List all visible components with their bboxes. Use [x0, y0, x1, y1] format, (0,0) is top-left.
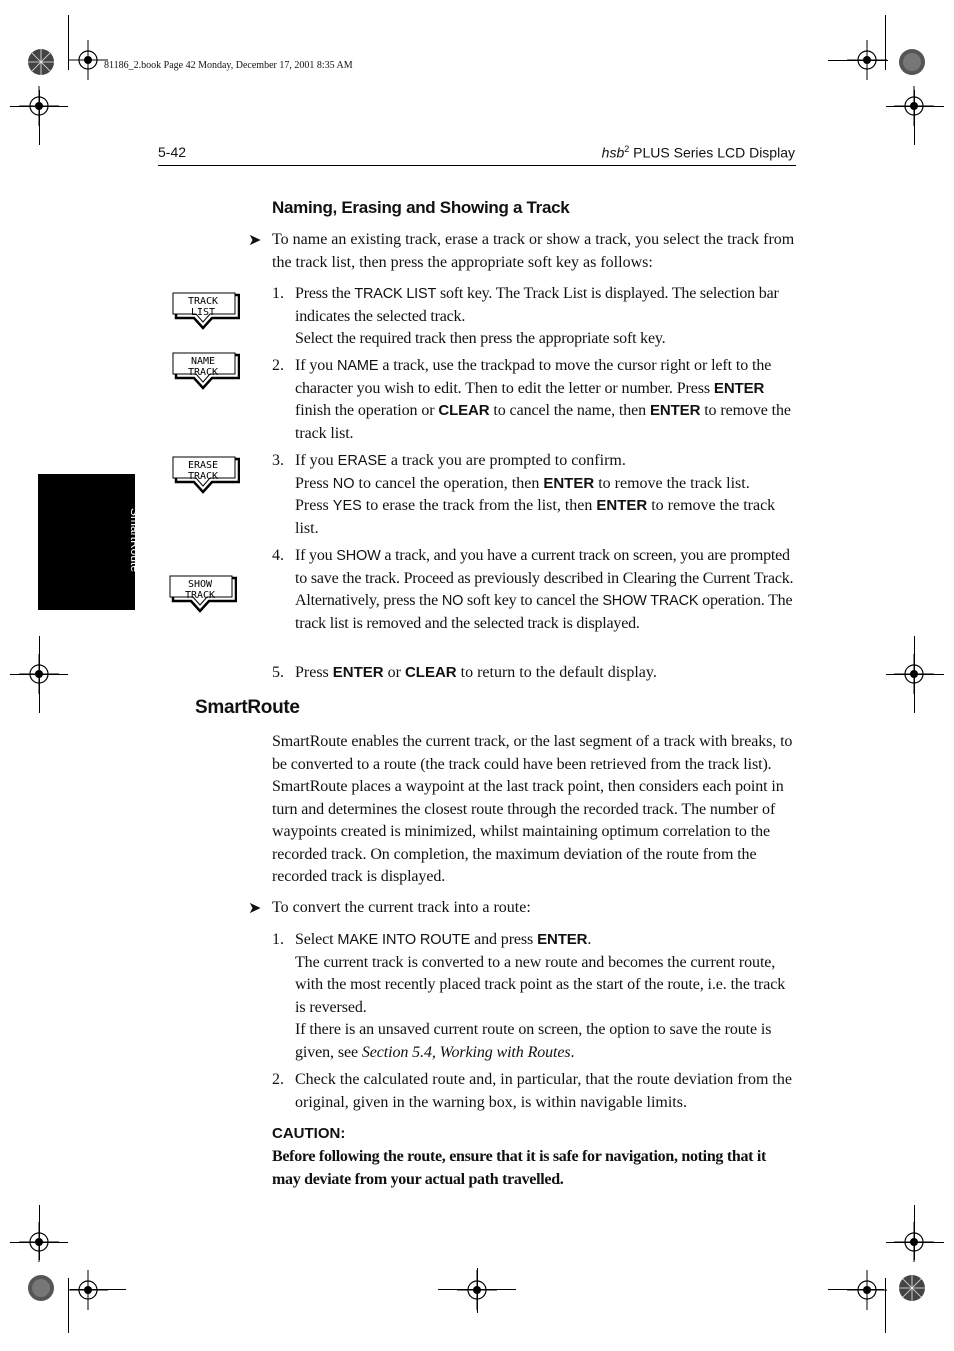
key-name: SHOW TRACK: [602, 593, 699, 609]
text-run: If you: [295, 357, 337, 374]
key-name: SHOW: [336, 548, 381, 564]
soft-key-line: SHOW: [187, 579, 213, 590]
key-name: CLEAR: [438, 402, 490, 419]
text-run: to remove the track list.: [594, 474, 750, 492]
step-number: 4.: [272, 547, 284, 564]
text-run: to cancel the name, then: [489, 402, 650, 419]
text-run: and press: [470, 931, 538, 948]
cross-reference: Section 5.4, Working with Routes: [361, 1043, 571, 1061]
key-name: CLEAR: [404, 664, 457, 681]
registration-mark-icon: [894, 86, 934, 126]
key-name: NO: [441, 593, 464, 609]
bullet-arrow-icon: ➤: [248, 232, 262, 249]
text-run: .: [587, 931, 592, 948]
step-text: Check the calculated route and, in particular, that the route deviation from the original, given in the warning box, is within navigable limits.: [295, 1071, 792, 1111]
key-name: MAKE INTO ROUTE: [337, 932, 471, 948]
soft-key-name-track: [172, 352, 240, 392]
brand-name: hsb: [601, 144, 625, 161]
soft-key-track-list: [172, 292, 240, 332]
text-run: to cancel the operation, then: [354, 474, 544, 492]
step-number: 1.: [272, 931, 284, 948]
registration-mark-icon: [68, 40, 108, 80]
registration-mark-icon: [894, 1222, 934, 1262]
text-run: Select the required track then press the appropriate soft key.: [295, 330, 666, 347]
section-intro: To name an existing track, erase a track or show a track, you select the track from the track list, then press the appropriate soft key as follows:: [272, 231, 795, 271]
text-run: soft key. The Track List is displayed. The selection bar indicates the selected track.: [295, 285, 779, 325]
step-number: 2.: [272, 1071, 284, 1088]
text-run: Press: [295, 497, 333, 514]
step-number: 1.: [272, 285, 284, 302]
section-title: SmartRoute: [195, 697, 300, 718]
step-number: 2.: [272, 357, 284, 374]
registration-mark-icon: [68, 1270, 108, 1310]
step-text: [295, 355, 796, 445]
text-run: a track, use the trackpad to move the cursor right or left to the character you wish to edit. Then to edit the letter or number. Press: [295, 357, 772, 397]
section-intro: To convert the current track into a route:: [272, 899, 531, 916]
running-title-rest: PLUS Series LCD Display: [629, 144, 795, 161]
text-run: Press: [295, 474, 333, 492]
key-name: ENTER: [649, 402, 701, 419]
text-run: or: [383, 664, 405, 681]
header-rule: [158, 165, 796, 166]
text-run: If you: [295, 547, 337, 564]
step-number: 5.: [272, 664, 284, 681]
registration-mark-icon: [847, 40, 887, 80]
step-text: [295, 450, 796, 540]
registration-mark-icon: [19, 86, 59, 126]
soft-key-line: ERASE: [187, 460, 219, 471]
text-run: a track you are prompted to confirm.: [386, 452, 626, 469]
step-number: 3.: [272, 452, 284, 469]
registration-mark-icon: [894, 654, 934, 694]
color-wheel-icon: [27, 1274, 55, 1302]
key-name: NAME: [336, 358, 379, 374]
color-wheel-icon: [27, 48, 55, 76]
key-name: ENTER: [537, 931, 588, 948]
color-wheel-icon: [898, 48, 926, 76]
text-run: If there is an unsaved current route on screen, the option to save the route is given, see: [295, 1021, 772, 1061]
color-wheel-icon: [898, 1274, 926, 1302]
soft-key-line: TRACK: [184, 590, 216, 601]
step-text: [295, 929, 796, 1064]
soft-key-show-track: [169, 575, 237, 615]
text-run: Select: [295, 931, 338, 948]
chapter-tab-label: SmartRoute: [128, 508, 142, 573]
text-run: finish the operation or: [295, 402, 439, 419]
text-run: The current track is converted to a new route and becomes the current route, with the most recently placed track point as the start of the route, i.e. the track is reversed.: [295, 953, 786, 1016]
registration-mark-icon: [847, 1270, 887, 1310]
registration-mark-icon: [19, 1222, 59, 1262]
soft-key-line: TRACK: [187, 367, 219, 378]
text-run: .: [570, 1043, 575, 1061]
key-name: NO: [332, 475, 355, 492]
text-run: Press the: [295, 285, 355, 302]
key-name: YES: [332, 498, 362, 514]
caution-label: CAUTION:: [272, 1125, 346, 1142]
text-run: Press: [295, 664, 333, 681]
print-info: 81186_2.book Page 42 Monday, December 17, 2001 8:35 AM: [104, 60, 353, 71]
text-run: a track, and you have a current track on screen, you are prompted to save the track. Proceed as previously described in Clearing the Current Track.: [295, 547, 794, 587]
registration-mark-icon: [457, 1270, 497, 1310]
key-name: ENTER: [543, 474, 595, 492]
soft-key-line: NAME: [190, 356, 216, 367]
soft-key-line: TRACK: [187, 471, 219, 482]
chapter-tab: [38, 474, 135, 610]
key-name: TRACK LIST: [354, 286, 437, 302]
text-run: Alternatively, press the: [295, 592, 442, 609]
soft-key-line: LIST: [190, 307, 216, 318]
text-run: soft key to cancel the: [463, 592, 603, 609]
soft-key-erase-track: [172, 456, 240, 496]
text-run: If you: [295, 452, 338, 469]
registration-mark-icon: [19, 654, 59, 694]
bullet-arrow-icon: ➤: [248, 900, 262, 917]
section-heading: Naming, Erasing and Showing a Track: [272, 198, 570, 217]
section-body: SmartRoute enables the current track, or the last segment of a track with breaks, to be converted to a route (the track could have been retrieved from the track list). SmartRoute places a waypoint at the last track point, then considers each point in turn and determines the closest route through the recorded track. The number of waypoints created is minimized, whilst maintaining optimum correlation to the recorded track. On completion, the maximum deviation of the route from the recorded track is displayed.: [272, 733, 793, 885]
caution-text: Before following the route, ensure that it is safe for navigation, noting that it may deviate from your actual path travelled.: [272, 1148, 767, 1188]
text-run: to remove the track list.: [295, 402, 791, 442]
page-number: 5-42: [158, 144, 187, 160]
text-run: to erase the track from the list, then: [361, 497, 597, 514]
key-name: ENTER: [713, 379, 765, 397]
key-name: ERASE: [337, 453, 387, 469]
step-text: [295, 545, 796, 635]
step-text: [295, 283, 796, 351]
text-run: operation. The track list is removed and the selected track is displayed.: [295, 592, 793, 632]
soft-key-line: TRACK: [187, 296, 219, 307]
text-run: to remove the track list.: [295, 497, 776, 537]
key-name: ENTER: [596, 497, 648, 514]
brand-superscript: 2: [624, 144, 630, 154]
step-text: [295, 662, 796, 685]
text-run: to return to the default display.: [456, 664, 657, 681]
key-name: ENTER: [332, 664, 384, 681]
running-title: [602, 144, 795, 161]
